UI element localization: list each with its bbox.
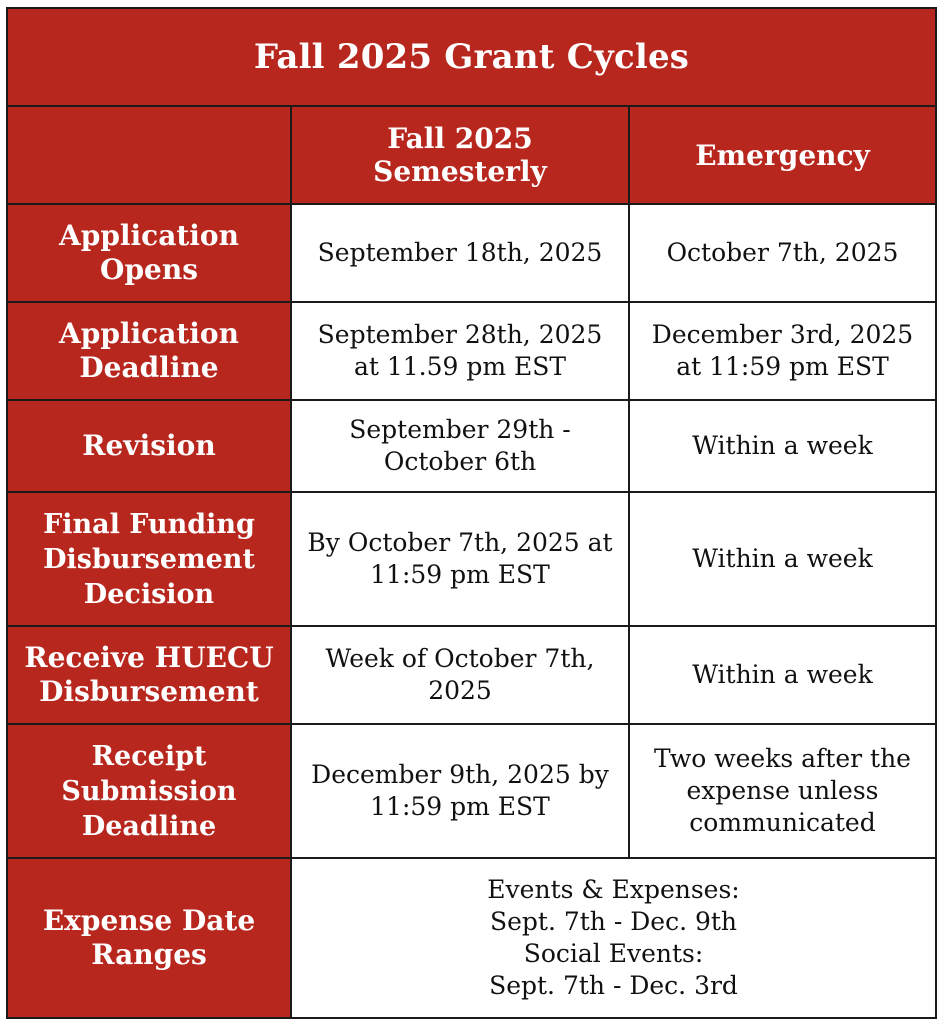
cell-line: at 11.59 pm EST xyxy=(353,352,567,381)
label-line: Disbursement xyxy=(43,543,255,575)
table-row xyxy=(7,492,936,626)
cell-line: Within a week xyxy=(692,431,873,460)
emergency-column-header: Emergency xyxy=(629,106,936,204)
expense-date-ranges-value xyxy=(291,858,936,1018)
label-line: Deadline xyxy=(79,351,219,384)
label-line: Decision xyxy=(83,578,215,610)
cell-line: 11:59 pm EST xyxy=(370,560,550,589)
cell-line: Within a week xyxy=(692,660,873,689)
label-line: Application xyxy=(59,317,239,350)
row-label-receive-disbursement xyxy=(7,626,291,724)
table-row xyxy=(7,724,936,858)
semesterly-column-header xyxy=(291,106,629,204)
cell-line: Social Events: xyxy=(523,939,704,968)
cell-line: 11:59 pm EST xyxy=(370,792,550,821)
row-label-expense-date-ranges xyxy=(7,858,291,1018)
cell-line: communicated xyxy=(689,808,876,837)
emergency-final-funding-decision xyxy=(629,492,936,626)
emergency-application-opens xyxy=(629,204,936,302)
table-row xyxy=(7,204,936,302)
label-line: Submission xyxy=(61,775,237,807)
row-label-application-deadline xyxy=(7,302,291,400)
table-row xyxy=(7,858,936,1018)
cell-line: By October 7th, 2025 at xyxy=(307,528,613,557)
cell-line: expense unless xyxy=(686,776,879,805)
table-row xyxy=(7,302,936,400)
cell-line: 2025 xyxy=(428,676,492,705)
cell-line: at 11:59 pm EST xyxy=(676,352,889,381)
cell-line: September 29th - xyxy=(349,415,571,444)
cell-line: Sept. 7th - Dec. 3rd xyxy=(489,971,738,1000)
cell-line: December 9th, 2025 by xyxy=(311,760,609,789)
cell-line: Two weeks after the xyxy=(654,744,911,773)
cell-line: December 3rd, 2025 xyxy=(651,320,914,349)
semesterly-header-line-2: Semesterly xyxy=(373,155,547,188)
semesterly-header-line-1: Fall 2025 xyxy=(387,122,533,155)
table-title: Fall 2025 Grant Cycles xyxy=(7,8,936,106)
row-label-receipt-submission-deadline xyxy=(7,724,291,858)
semesterly-receive-disbursement xyxy=(291,626,629,724)
cell-line: September 28th, 2025 xyxy=(317,320,603,349)
table-row xyxy=(7,400,936,492)
corner-header-cell xyxy=(7,106,291,204)
label-line: Ranges xyxy=(91,938,207,971)
cell-line: Sept. 7th - Dec. 9th xyxy=(489,907,738,936)
grant-cycles-table xyxy=(6,7,937,1019)
emergency-receive-disbursement xyxy=(629,626,936,724)
row-label-application-opens xyxy=(7,204,291,302)
label-line: Opens xyxy=(100,253,198,286)
cell-line: Within a week xyxy=(692,544,873,573)
title-row xyxy=(7,8,936,106)
label-line: Deadline xyxy=(81,810,217,842)
label-line: Receipt xyxy=(91,740,207,772)
semesterly-application-opens xyxy=(291,204,629,302)
row-label-final-funding-decision xyxy=(7,492,291,626)
label-line: Disbursement xyxy=(39,675,259,708)
table-row xyxy=(7,626,936,724)
semesterly-receipt-submission-deadline xyxy=(291,724,629,858)
semesterly-revision xyxy=(291,400,629,492)
cell-line: Events & Expenses: xyxy=(487,875,740,904)
row-label-revision xyxy=(7,400,291,492)
label-line: Application xyxy=(59,219,239,252)
label-line: Receive HUECU xyxy=(24,641,274,674)
label-line: Expense Date xyxy=(42,904,256,937)
cell-line: October 7th, 2025 xyxy=(666,238,899,267)
header-row xyxy=(7,106,936,204)
semesterly-application-deadline xyxy=(291,302,629,400)
emergency-receipt-submission-deadline xyxy=(629,724,936,858)
cell-line: October 6th xyxy=(383,447,537,476)
semesterly-final-funding-decision xyxy=(291,492,629,626)
emergency-revision xyxy=(629,400,936,492)
cell-line: September 18th, 2025 xyxy=(317,238,603,267)
label-line: Final Funding xyxy=(43,508,255,540)
label-line: Revision xyxy=(82,429,216,462)
emergency-application-deadline xyxy=(629,302,936,400)
cell-line: Week of October 7th, xyxy=(325,644,595,673)
